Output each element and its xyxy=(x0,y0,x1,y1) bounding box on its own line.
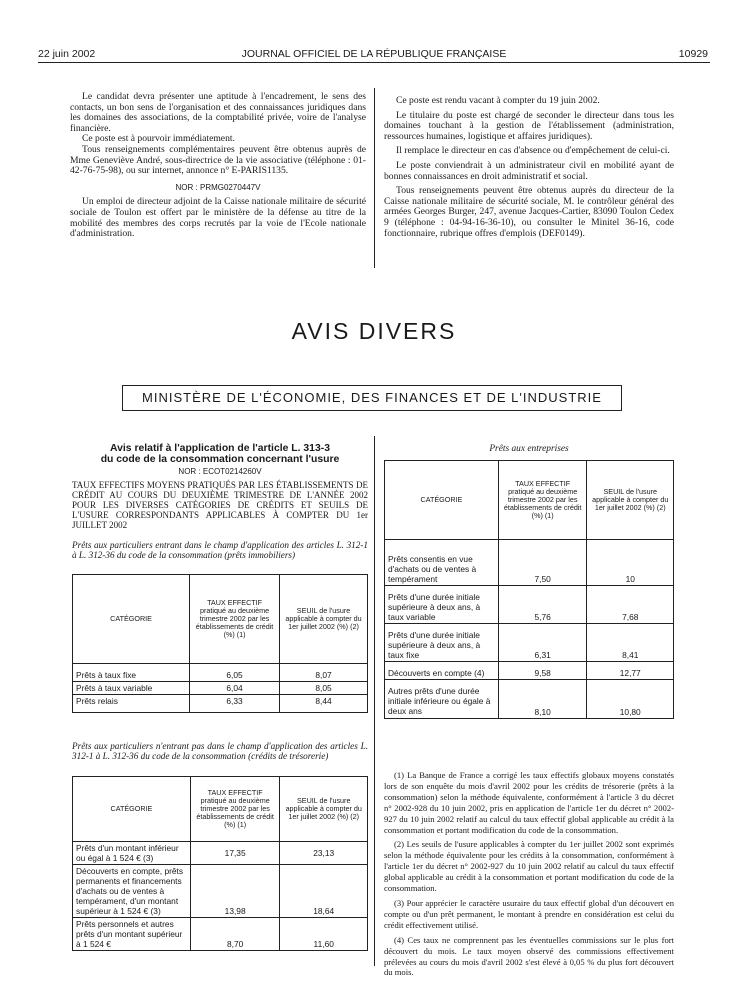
row-rate: 6,33 xyxy=(190,695,280,713)
row-threshold: 7,68 xyxy=(587,586,674,624)
row-rate: 6,04 xyxy=(190,682,280,695)
footnotes xyxy=(384,770,674,982)
row-rate: 9,58 xyxy=(498,662,587,680)
row-category: Découverts en compte (4) xyxy=(385,662,499,680)
table-row xyxy=(385,680,674,719)
col-header-category: CATÉGORIE xyxy=(73,777,191,842)
row-category: Prêts d'une durée initiale supérieure à deux ans, à taux variable xyxy=(385,586,499,624)
row-rate: 5,76 xyxy=(498,586,587,624)
row-rate: 7,50 xyxy=(498,540,587,586)
table-row xyxy=(73,842,368,865)
col-header-category: CATÉGORIE xyxy=(73,575,190,664)
row-category: Prêts d'un montant inférieur ou égal à 1 524 € (3) xyxy=(73,842,191,865)
col-header-rate: TAUX EFFECTIF pratiqué au deuxième trimestre 2002 par les établissements de crédit (%) (1) xyxy=(190,575,280,664)
col-header-category: CATÉGORIE xyxy=(385,461,499,540)
table-row xyxy=(73,918,368,951)
row-category: Découverts en compte, prêts permanents et financements d'achats ou de ventes à tempérament, d'un montant supérieur à 1 524 € (3) xyxy=(73,865,191,918)
row-threshold: 8,07 xyxy=(280,664,368,682)
header-date: 22 juin 2002 xyxy=(38,48,96,60)
left-top-column xyxy=(70,92,366,240)
row-threshold: 12,77 xyxy=(587,662,674,680)
row-threshold: 8,44 xyxy=(280,695,368,713)
row-rate: 6,05 xyxy=(190,664,280,682)
row-rate: 6,31 xyxy=(498,624,587,662)
row-rate: 13,98 xyxy=(190,865,280,918)
paragraph: Le candidat devra présenter une aptitude à l'encadrement, le sens des contacts, un bon sens de l'organisation et des connaissances juridiques dans les domaines des associations, de la comptabilité privée, voire de l'analyse financière. xyxy=(70,91,366,134)
subtitle-tresorerie: Prêts aux particuliers n'entrant pas dans le champ d'application des articles L. 312-1 à L. 312-36 du code de la consommation (crédits de trésorerie) xyxy=(72,741,368,761)
avis-intro: TAUX EFFECTIFS MOYENS PRATIQUÉS PAR LES ÉTABLISSEMENTS DE CRÉDIT AU COURS DU DEUXIÈME TRIMESTRE DE L'ANNÉE 2002 POUR LES DIVERSES CATÉGORIES DE CRÉDITS ET SEUILS DE L'USURE CORRESPONDANTS APPLICABLES À COMPTER DU 1er JUILLET 2002 xyxy=(72,480,368,530)
avis-title-line: du code de la consommation concernant l'usure xyxy=(100,454,340,465)
table-tresorerie xyxy=(72,776,368,951)
paragraph: Le titulaire du poste est chargé de seconder le directeur dans tous les domaines touchant à la gestion de l'établissement (administration, ressources humaines, logistique et affaires juridiques). xyxy=(384,109,674,142)
avis-title xyxy=(72,443,368,465)
ministry-box: MINISTÈRE DE L'ÉCONOMIE, DES FINANCES ET DE L'INDUSTRIE xyxy=(122,385,622,411)
paragraph: Un emploi de directeur adjoint de la Caisse nationale militaire de sécurité sociale de Toulon est offert par le ministère de la défense au titre de la mobilité des membres des corps recrutés par la voie de l'Ecole nationale d'administration. xyxy=(70,196,366,240)
row-threshold: 8,41 xyxy=(587,624,674,662)
col-header-threshold: SEUIL de l'usure applicable à compter du 1er juillet 2002 (%) (2) xyxy=(280,777,368,842)
footnote: (1) La Banque de France a corrigé les taux effectifs globaux moyens constatés lors de son enquête du mois d'avril 2002 pour les crédits de trésorerie (prêts à la consommation) selon la méthode équivalente, conformément à l'article 3 du décret n° 2002-928 du 10 juin 2002, pris en application de l'article 1er du décret n° 2002-927 du 10 juin 2002 relatif au calcul du taux effectif global applicable au crédit à la consommation et portant modification du code de la consommation. xyxy=(384,770,674,835)
row-category: Prêts à taux fixe xyxy=(73,664,190,682)
table-entreprises xyxy=(384,460,674,719)
avis-title-line: Avis relatif à l'application de l'article L. 313-3 xyxy=(110,443,330,454)
right-top-column xyxy=(384,96,674,239)
paragraph: Ce poste est rendu vacant à compter du 19 juin 2002. xyxy=(396,95,600,106)
paragraph: Tous renseignements peuvent être obtenus auprès du directeur de la Caisse nationale militaire de sécurité sociale, M. le contrôleur général des armées Georges Burger, 247, avenue Jacques-Cartier, 83090 Toulon Cedex 9 (téléphone : 04-94-16-36-10), ou consulter le Minitel 36-16, code fonctionnaire, rubrique offres d'emplois (DEF0149). xyxy=(384,185,674,239)
row-rate: 8,70 xyxy=(190,918,280,951)
subtitle-immobilier: Prêts aux particuliers entrant dans le champ d'application des articles L. 312-1 à L. 312-36 du code de la consommation (prêts immobiliers) xyxy=(72,540,368,560)
row-threshold: 8,05 xyxy=(280,682,368,695)
table-row xyxy=(73,664,368,682)
footnote: (3) Pour apprécier le caractère usuraire du taux effectif global d'un découvert en compte ou d'un prêt permanent, le montant à prendre en considération est celui du crédit effectivement utilisé. xyxy=(384,897,674,930)
nor-reference: NOR : PRMG0270447V xyxy=(175,182,261,192)
paragraph: Le poste conviendrait à un administrateur civil en mobilité ayant de bonnes connaissances en droit administratif et social. xyxy=(384,159,674,182)
row-category: Prêts d'une durée initiale supérieure à deux ans, à taux fixe xyxy=(385,624,499,662)
section-title: AVIS DIVERS xyxy=(291,318,457,344)
avis-nor: NOR : ECOT0214260V xyxy=(178,467,262,476)
page-number: 10929 xyxy=(678,48,708,60)
row-rate: 17,35 xyxy=(190,842,280,865)
col-header-rate: TAUX EFFECTIF pratiqué au deuxième trimestre 2002 par les établissements de crédit (%) (1) xyxy=(190,777,280,842)
row-threshold: 10,80 xyxy=(587,680,674,719)
row-category: Prêts à taux variable xyxy=(73,682,190,695)
subtitle-entreprises: Prêts aux entreprises xyxy=(489,444,569,454)
table-row xyxy=(73,695,368,713)
paragraph: Il remplace le directeur en cas d'absence ou d'empêchement de celui-ci. xyxy=(396,145,670,157)
footnote: (4) Ces taux ne comprennent pas les éventuelles commissions sur le plus fort découvert du mois. Le taux moyen observé des commissions effectivement prélevées au cours du mois d'avril 2002 s'est élevé à 0,05 % du plus fort découvert du mois. xyxy=(384,934,674,978)
col-header-threshold: SEUIL de l'usure applicable à compter du 1er juillet 2002 (%) (2) xyxy=(587,461,674,540)
footnote: (2) Les seuils de l'usure applicables à compter du 1er juillet 2002 sont exprimés selon la méthode équivalente pour les crédits à la consommation, conformément à l'article 1er du décret n° 2002-927 du 10 juin 2002 relatif au calcul du taux effectif global applicable au crédit à la consommation et portant modification du code de la consommation. xyxy=(384,839,674,894)
row-category: Autres prêts d'une durée initiale inférieure ou égale à deux ans xyxy=(385,680,499,719)
journal-title: JOURNAL OFFICIEL DE LA RÉPUBLIQUE FRANÇAISE xyxy=(241,48,507,60)
column-divider xyxy=(374,88,375,268)
paragraph: Tous renseignements complémentaires peuvent être obtenus auprès de Mme Geneviève André, sous-directrice de la vie associative (téléphone : 01-42-76-75-98), ou sur internet, annonce n° E-PARIS1135. xyxy=(70,143,366,177)
col-header-rate: TAUX EFFECTIF pratiqué au deuxième trimestre 2002 par les établissements de crédit (%) (1) xyxy=(498,461,587,540)
table-row xyxy=(385,662,674,680)
table-row xyxy=(385,624,674,662)
row-category: Prêts relais xyxy=(73,695,190,713)
row-category: Prêts personnels et autres prêts d'un montant supérieur à 1 524 € xyxy=(73,918,191,951)
table-immobilier xyxy=(72,574,368,713)
row-threshold: 18,64 xyxy=(280,865,368,918)
column-divider xyxy=(374,436,375,966)
table-row xyxy=(385,540,674,586)
paragraph: Ce poste est à pourvoir immédiatement. xyxy=(82,133,235,145)
row-threshold: 10 xyxy=(587,540,674,586)
row-category: Prêts consentis en vue d'achats ou de ventes à tempérament xyxy=(385,540,499,586)
table-row xyxy=(73,682,368,695)
row-rate: 8,10 xyxy=(498,680,587,719)
table-header-row xyxy=(73,575,368,664)
table-row xyxy=(385,586,674,624)
header-rule xyxy=(38,62,710,63)
row-threshold: 23,13 xyxy=(280,842,368,865)
row-threshold: 11,60 xyxy=(280,918,368,951)
col-header-threshold: SEUIL de l'usure applicable à compter du 1er juillet 2002 (%) (2) xyxy=(280,575,368,664)
table-header-row xyxy=(73,777,368,842)
table-header-row xyxy=(385,461,674,540)
table-row xyxy=(73,865,368,918)
